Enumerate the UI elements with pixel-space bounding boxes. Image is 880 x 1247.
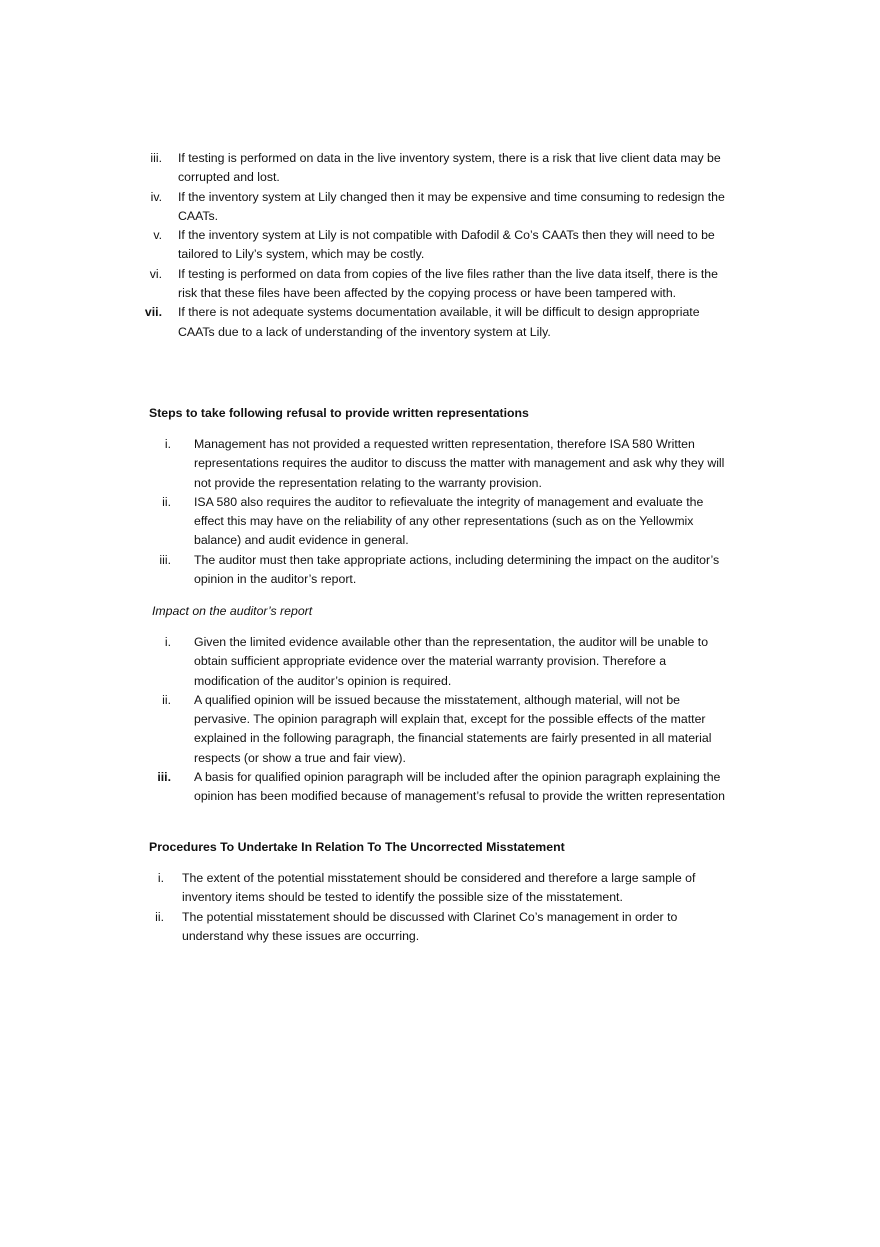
list-item-text: A qualified opinion will be issued because the misstatement, although material, will not be pervasive. The opinion paragraph will explain that, except for the possible effects of the matter explained in the following paragraph, the financial statements are fairly presented in all material respects (or show a true and fair view). (194, 692, 712, 765)
impact-on-report-list (130, 633, 732, 807)
list-item-number: iv. (150, 189, 162, 204)
list-item (130, 633, 732, 691)
list-item (130, 869, 720, 908)
section-heading-written-representations: Steps to take following refusal to provide written representations (149, 406, 529, 420)
list-item-text: Given the limited evidence available other than the representation, the auditor will be unable to obtain sufﬁcient appropriate evidence over the material warranty provision. Therefore a modification of the auditor’s opinion is required. (194, 635, 709, 688)
list-item-number: i. (164, 437, 171, 451)
list-item (130, 691, 732, 768)
list-item (130, 265, 730, 304)
list-item (130, 188, 730, 227)
list-item-text: If the inventory system at Lily changed then it may be expensive and time consuming to redesign the CAATs. (178, 189, 725, 223)
list-item (130, 303, 730, 342)
list-item (130, 768, 732, 807)
uncorrected-misstatement-procedures-list (130, 869, 720, 946)
list-item (130, 908, 720, 947)
list-item-number: vii. (144, 305, 162, 320)
list-item-text: ISA 580 also requires the auditor to reﬁevaluate the integrity of management and evaluate the effect this may have on the reliability of any other representations (such as on the Yellowmix balance) and audit evidence in general. (194, 494, 704, 548)
list-item-number: ii. (162, 692, 171, 707)
list-item-number: vi. (149, 266, 162, 281)
list-item-number: iii. (150, 151, 162, 165)
list-item-text: The auditor must then take appropriate actions, including determining the impact on the auditor’s opinion in the auditor’s report. (194, 552, 720, 587)
list-item-number: v. (153, 228, 162, 243)
written-representations-steps-list (130, 435, 730, 589)
list-item-number: i. (157, 871, 164, 885)
list-item (130, 149, 730, 188)
list-item-number: iii. (159, 552, 171, 567)
risk-list (130, 149, 730, 342)
list-item (130, 551, 730, 590)
list-item-text: The extent of the potential misstatement should be considered and therefore a large sample of inventory items should be tested to identify the possible size of the misstatement. (182, 871, 696, 905)
list-item-number: ii. (155, 909, 164, 924)
list-item-number: ii. (162, 494, 171, 509)
list-item-text: If there is not adequate systems documentation available, it will be difﬁcult to design appropriate CAATs due to a lack of understanding of the inventory system at Lily. (178, 305, 700, 339)
list-item-text: If the inventory system at Lily is not compatible with Dafodil & Co’s CAATs then they will need to be tailored to Lily’s system, which may be costly. (178, 228, 715, 262)
list-item-number: i. (164, 635, 171, 649)
list-item-number: iii. (157, 770, 171, 785)
list-item-text: If testing is performed on data from copies of the live files rather than the live data itself, there is the risk that these files have been affected by the copying process or have been tampered with. (178, 266, 718, 301)
list-item (130, 493, 730, 551)
list-item-text: A basis for qualified opinion paragraph will be included after the opinion paragraph explaining the opinion has been modified because of management’s refusal to provide the written representation (194, 770, 725, 804)
list-item-text: The potential misstatement should be discussed with Clarinet Co’s management in order to understand why these issues are occurring. (182, 909, 678, 943)
list-item (130, 435, 730, 493)
list-item-text: Management has not provided a requested written representation, therefore ISA 580 Written representations requires the auditor to discuss the matter with management and ask why they will not provide the representation relating to the warranty provision. (194, 437, 725, 490)
list-item-text: If testing is performed on data in the live inventory system, there is a risk that live client data may be corrupted and lost. (178, 151, 721, 185)
list-item (130, 226, 730, 265)
section-heading-uncorrected-misstatement: Procedures To Undertake In Relation To The Uncorrected Misstatement (149, 840, 565, 854)
subheading-impact-on-report: Impact on the auditor’s report (152, 604, 313, 618)
